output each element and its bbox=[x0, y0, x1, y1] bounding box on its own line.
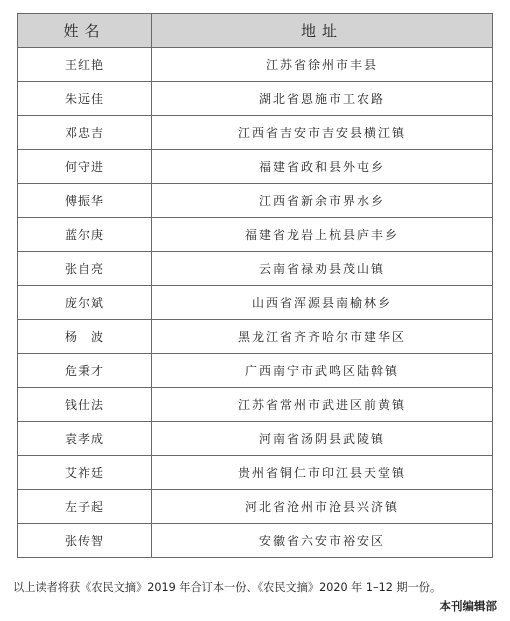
table-row bbox=[18, 82, 493, 116]
reader-address: 福建省龙岩上杭县庐丰乡 bbox=[152, 218, 493, 252]
table-row bbox=[18, 388, 493, 422]
reader-name: 杨 波 bbox=[18, 320, 152, 354]
reader-name: 庞尔斌 bbox=[18, 286, 152, 320]
reader-name: 钱仕法 bbox=[18, 388, 152, 422]
table-row bbox=[18, 48, 493, 82]
reader-address: 安徽省六安市裕安区 bbox=[152, 524, 493, 558]
column-header-name: 姓名 bbox=[18, 14, 152, 48]
reader-name: 何守进 bbox=[18, 150, 152, 184]
table-row bbox=[18, 524, 493, 558]
reader-address: 河北省沧州市沧县兴济镇 bbox=[152, 490, 493, 524]
column-header-address: 地址 bbox=[152, 14, 493, 48]
reader-name: 邓忠吉 bbox=[18, 116, 152, 150]
reader-name: 傅振华 bbox=[18, 184, 152, 218]
reader-address: 湖北省恩施市工农路 bbox=[152, 82, 493, 116]
table-row bbox=[18, 184, 493, 218]
table-row bbox=[18, 286, 493, 320]
reader-name: 张自亮 bbox=[18, 252, 152, 286]
reader-name: 危秉才 bbox=[18, 354, 152, 388]
table-row bbox=[18, 354, 493, 388]
reader-address: 江西省新余市界水乡 bbox=[152, 184, 493, 218]
reader-address: 贵州省铜仁市印江县天堂镇 bbox=[152, 456, 493, 490]
table-body bbox=[18, 48, 493, 558]
table-row bbox=[18, 422, 493, 456]
table-header-row bbox=[18, 14, 493, 48]
reader-address: 山西省浑源县南榆林乡 bbox=[152, 286, 493, 320]
reader-address: 福建省政和县外屯乡 bbox=[152, 150, 493, 184]
reader-name: 袁孝成 bbox=[18, 422, 152, 456]
table-row bbox=[18, 456, 493, 490]
table-row bbox=[18, 150, 493, 184]
table-row bbox=[18, 320, 493, 354]
reader-address: 河南省汤阴县武陵镇 bbox=[152, 422, 493, 456]
reader-name: 王红艳 bbox=[18, 48, 152, 82]
table-row bbox=[18, 252, 493, 286]
reader-name: 艾祚廷 bbox=[18, 456, 152, 490]
reader-name: 张传智 bbox=[18, 524, 152, 558]
reader-name: 左子起 bbox=[18, 490, 152, 524]
reader-name: 朱远佳 bbox=[18, 82, 152, 116]
table-row bbox=[18, 490, 493, 524]
reader-address: 江苏省徐州市丰县 bbox=[152, 48, 493, 82]
table-row bbox=[18, 116, 493, 150]
reader-address: 云南省禄劝县茂山镇 bbox=[152, 252, 493, 286]
table-row bbox=[18, 218, 493, 252]
winners-table bbox=[17, 13, 493, 558]
editorial-signature: 本刊编辑部 bbox=[439, 599, 497, 613]
reader-address: 黑龙江省齐齐哈尔市建华区 bbox=[152, 320, 493, 354]
reader-address: 江西省吉安市吉安县横江镇 bbox=[152, 116, 493, 150]
footnote: 以上读者将获《农民文摘》2019 年合订本一份、《农民文摘》2020 年 1–12 期一份。 bbox=[13, 581, 442, 594]
reader-address: 江苏省常州市武进区前黄镇 bbox=[152, 388, 493, 422]
reader-name: 蓝尔庚 bbox=[18, 218, 152, 252]
reader-address: 广西南宁市武鸣区陆斡镇 bbox=[152, 354, 493, 388]
